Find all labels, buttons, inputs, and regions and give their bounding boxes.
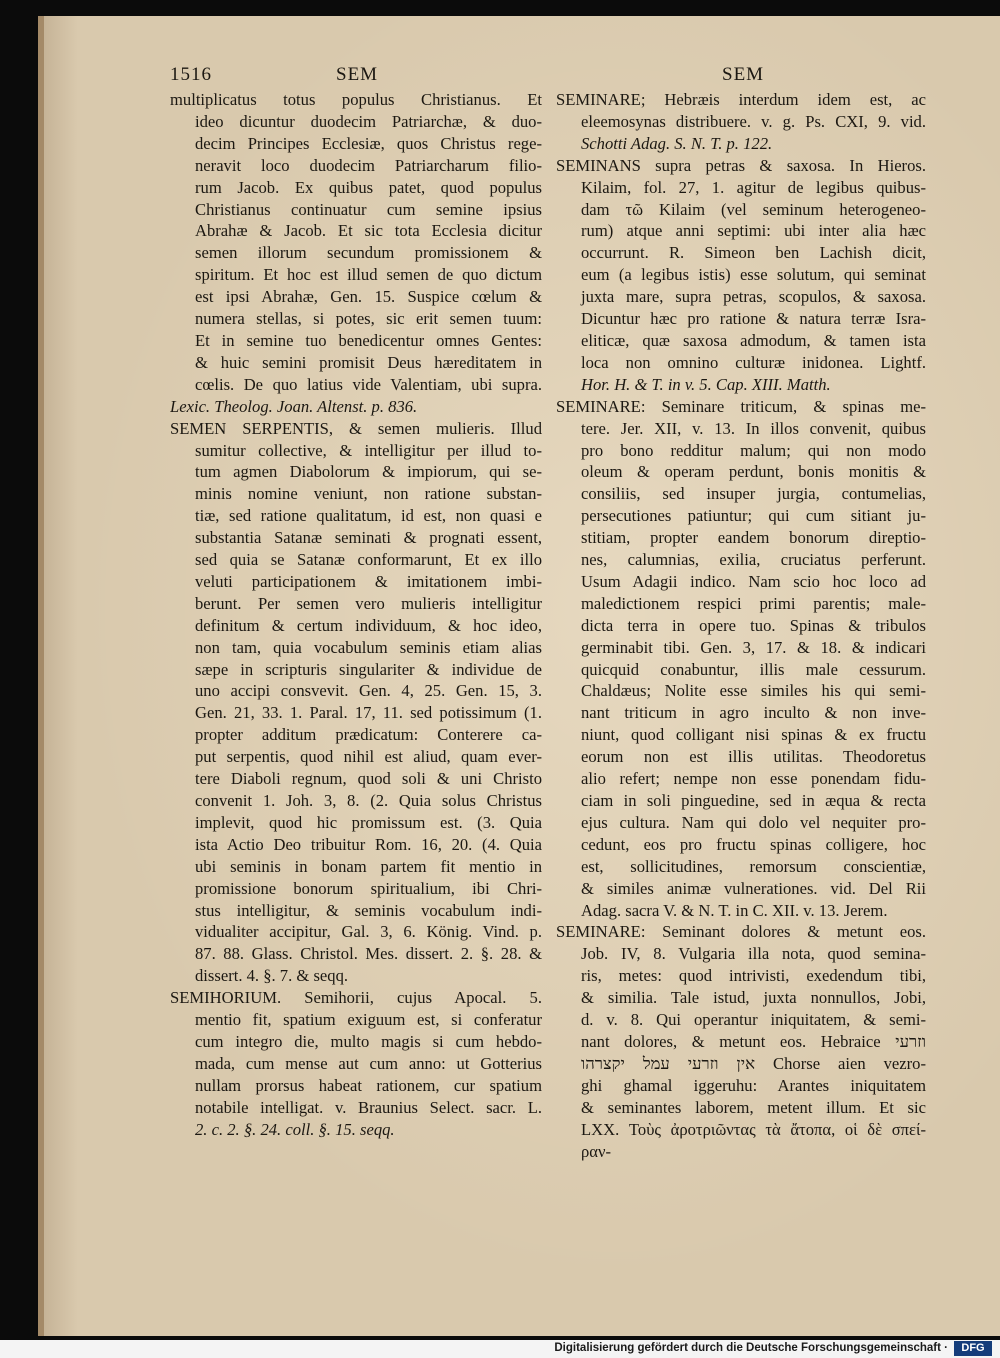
- right-column-line: nant triticum in agro inculto & non inve-: [581, 703, 926, 723]
- right-column-line: Chaldæus; Nolite esse similes his qui semi-: [581, 681, 926, 701]
- left-column-line: sumitur collective, & intelligitur per illud to-: [195, 440, 542, 460]
- right-column-line: ciam in soli pinguedine, sed in æqua & recta: [581, 791, 926, 810]
- left-column-line: promissione bonorum spiritualium, ibi Chri-: [195, 878, 542, 898]
- left-column-line: ubi seminis in bonam partem fit mentio in: [195, 856, 542, 876]
- left-text-column: [170, 89, 542, 1141]
- left-column-line: rum Jacob. Ex quibus patet, quod populus: [195, 177, 542, 197]
- right-text-column: [556, 89, 926, 1162]
- left-column-line: spiritum. Et hoc est illud semen de quo dictum: [195, 265, 542, 285]
- left-column-line: put serpentis, quod nihil est aliud, quam ever-: [195, 747, 542, 767]
- left-column-line: implevit, quod hic promissum est. (3. Quia: [195, 812, 542, 832]
- right-column-line: stitiam, propter eandem bonorum direptio-: [581, 528, 926, 548]
- right-column-line: nant dolores, & metunt eos. Hebraice וזרעי: [581, 1031, 926, 1051]
- left-running-head: SEM: [336, 64, 379, 85]
- right-column-line: dam τῶ Kilaim (vel seminum heterogeneo-: [581, 199, 926, 219]
- left-column-line: dissert. 4. §. 7. & seqq.: [195, 966, 349, 986]
- left-column-line: berunt. Per semen vero mulieris intelligitur: [195, 593, 542, 613]
- left-column-line: non tam, quia vocabulum seminis etiam alias: [195, 637, 542, 657]
- page-spine-shadow: [38, 16, 44, 1336]
- page-number: 1516: [170, 64, 212, 85]
- right-column-line: loca non omnino culturæ inidonea. Lightf.: [581, 352, 926, 372]
- left-column-line: semen illorum secundum promissionem &: [195, 243, 542, 263]
- right-running-head: SEM: [722, 64, 765, 85]
- right-column-line: & similes animæ vulnerationes. vid. Del Rii: [581, 878, 926, 898]
- right-column-line: juxta mare, supra petras, scopulos, & saxosa.: [581, 287, 926, 307]
- right-column-line: Usum Adagii indico. Nam scio hoc loco ad: [581, 571, 926, 591]
- left-column-line: definitum & certum individuum, & hoc ideo,: [195, 615, 542, 635]
- right-column-line: LXX. Τοὺς ἀροτριῶντας τὰ ἄτοπα, οἱ δὲ σπεί-: [581, 1119, 926, 1139]
- left-column-line: & huic semini promisit Deus hæreditatem in: [195, 352, 542, 372]
- right-column-line: pro bono redditur malum; qui non modo: [581, 440, 926, 460]
- right-column-line: אין וזרעי עמל יקצרהו Chorse aien vezro-: [581, 1053, 926, 1073]
- left-column-line: stus intelligitur, & seminis vocabulum indi-: [195, 900, 542, 920]
- right-column-line: ris, metes: quod intrivisti, exedendum tibi,: [581, 966, 926, 986]
- right-column-line: niunt, quod colligant nisi spinas & ex fructu: [581, 725, 926, 745]
- right-column-line: germinabit tibi. Gen. 3, 17. & 18. & indicari: [581, 637, 926, 657]
- right-column-line: ραν-: [581, 1141, 612, 1161]
- left-column-line: ista Actio Deo tribuitur Rom. 16, 20. (4. Quia: [195, 834, 542, 854]
- right-column-line: ghi ghamal iggeruhu: Arantes iniquitatem: [581, 1075, 926, 1095]
- right-column-line: & seminantes laborem, metent illum. Et sic: [581, 1097, 926, 1117]
- left-column-line: cum integro die, multo magis si cum hebdo-: [195, 1031, 542, 1051]
- left-column-line: uno accipi consvevit. Gen. 4, 25. Gen. 15, 3.: [195, 681, 542, 701]
- right-column-line: quicquid conabuntur, illis male cessurum.: [581, 659, 926, 679]
- left-column-line: substantia Satanæ seminati & prognati essent,: [195, 528, 542, 548]
- left-column-line: mentio fit, spatium exiguum est, si conferatur: [195, 1010, 542, 1030]
- right-column-line: SEMINARE: Seminant dolores & metunt eos.: [556, 922, 926, 942]
- right-column-line: SEMINARE; Hebræis interdum idem est, ac: [556, 90, 926, 109]
- left-column-line: tere Diaboli regnum, quod soli & uni Christo: [195, 769, 542, 789]
- left-column-line: propter additum prædicatum: Conterere ca-: [195, 725, 542, 745]
- left-column-line: tum agmen Diabolorum & impiorum, qui se-: [195, 462, 542, 482]
- right-column-line: persecutiones patiuntur; qui cum sitiant ju-: [581, 506, 926, 526]
- right-column-line: Adag. sacra V. & N. T. in C. XII. v. 13. Jerem.: [581, 900, 888, 920]
- left-column-line: 87. 88. Glass. Christol. Mes. dissert. 2. §. 28. &: [195, 944, 542, 964]
- right-column-line: tere. Jer. XII, v. 13. In illos convenit, quibus: [581, 418, 926, 438]
- right-column-line: oleum & operam perdunt, bonis monitis &: [581, 462, 926, 482]
- left-column-line: Gen. 21, 33. 1. Paral. 17, 11. sed potissimum (1.: [195, 703, 542, 723]
- right-column-line: SEMINANS supra petras & saxosa. In Hieros.: [556, 155, 926, 175]
- right-column-line: Hor. H. & T. in v. 5. Cap. XIII. Matth.: [581, 374, 831, 394]
- left-column-line: Lexic. Theolog. Joan. Altenst. p. 836.: [170, 396, 418, 416]
- right-column-line: Kilaim, fol. 27, 1. agitur de legibus quibus-: [581, 177, 926, 197]
- left-column-line: minis nomine veniunt, non ratione substan-: [195, 484, 542, 504]
- right-column-line: eorum non est illis utilitas. Theodoretus: [581, 747, 926, 767]
- left-column-line: neravit loco duodecim Patriarcharum filio-: [195, 155, 542, 175]
- left-column-line: Abrahæ & Jacob. Et sic tota Ecclesia dicitur: [195, 221, 542, 241]
- left-column-line: numera stellas, si potes, sic erit semen tuum:: [195, 309, 542, 329]
- footer-credit: Digitalisierung gefördert durch die Deutsche Forschungsgemeinschaft ·: [554, 1342, 948, 1354]
- left-column-line: Et in semine tuo benedicentur omnes Gentes:: [195, 330, 542, 350]
- right-column-line: cedunt, eos pro fructu spinas colligere, hoc: [581, 834, 926, 854]
- left-column-line: 2. c. 2. §. 24. coll. §. 15. seqq.: [195, 1119, 395, 1139]
- left-column-line: ideo dicuntur duodecim Patriarchæ, & duo-: [195, 111, 542, 131]
- left-column-line: convenit 1. Joh. 3, 8. (2. Quia solus Christus: [195, 791, 542, 810]
- right-column-line: alio refert; nempe non esse ponendam fidu-: [581, 769, 926, 789]
- left-column-line: multiplicatus totus populus Christianus. Et: [170, 90, 542, 109]
- right-column-line: SEMINARE: Seminare triticum, & spinas me-: [556, 396, 926, 416]
- left-column-line: est ipsi Abrahæ, Gen. 15. Suspice cœlum &: [195, 287, 542, 307]
- left-column-line: veluti participationem & imitationem imbi-: [195, 571, 542, 591]
- left-column-line: notabile intelligat. v. Braunius Select. sacr. L.: [195, 1097, 542, 1117]
- right-column-line: & similia. Tale istud, juxta nonnullos, Jobi,: [581, 988, 926, 1008]
- right-column-line: eum (a legibus istis) esse solutum, qui seminat: [581, 265, 926, 285]
- right-column-line: occurrunt. R. Simeon ben Lachish dicit,: [581, 243, 926, 263]
- left-column-line: decim Principes Ecclesiæ, quos Christus rege-: [195, 133, 542, 153]
- left-column-line: vidualiter accipitur, Gal. 3, 6. König. Vind. p.: [195, 922, 542, 942]
- left-column-line: Christianus continuatur cum semine ipsius: [195, 199, 542, 219]
- dfg-logo: DFG: [954, 1341, 992, 1356]
- left-column-line: sed quia se Satanæ conformarunt, Et ex illo: [195, 550, 542, 570]
- left-column-line: nullam prorsus habeat rationem, cur spatium: [195, 1075, 542, 1095]
- left-column-line: SEMEN SERPENTIS, & semen mulieris. Illud: [170, 418, 542, 438]
- right-column-line: d. v. 8. Qui operantur iniquitatem, & semi-: [581, 1010, 926, 1030]
- left-column-line: cœlis. De quo latius vide Valentiam, ubi supra.: [195, 374, 542, 394]
- right-column-line: eliticæ, quæ saxosa admodum, & tamen ista: [581, 330, 926, 350]
- right-column-line: Schotti Adag. S. N. T. p. 122.: [581, 133, 773, 153]
- right-column-line: rum) atque anni septimi: ubi inter alia hæc: [581, 221, 926, 241]
- right-column-line: Job. IV, 8. Vulgaria illa nota, quod semina-: [581, 944, 926, 964]
- right-column-line: ejus cultura. Nam qui dolo vel nequiter pro-: [581, 812, 926, 832]
- left-column-line: sæpe in scripturis singulariter & individue de: [195, 659, 542, 679]
- right-column-line: consiliis, sed insuper jurgia, contumelias,: [581, 484, 926, 504]
- left-column-line: mada, cum mense aut cum anno: ut Gotterius: [195, 1053, 542, 1073]
- right-column-line: Dicuntur hæc pro ratione & natura terræ Isra-: [581, 309, 926, 329]
- right-column-line: est, sollicitudines, remorsum conscientiæ,: [581, 856, 926, 876]
- left-column-line: tiæ, sed ratione qualitatum, id est, non quasi e: [195, 506, 542, 526]
- right-column-line: dicta terra in opere tuo. Spinas & tribulos: [581, 615, 926, 635]
- left-column-line: SEMIHORIUM. Semihorii, cujus Apocal. 5.: [170, 988, 542, 1008]
- right-column-line: eleemosynas distribuere. v. g. Ps. CXI, 9. vid.: [581, 111, 926, 131]
- right-column-line: maledictionem respici primi parentis; male-: [581, 593, 926, 613]
- right-column-line: nes, calumnias, exilia, cruciatus perferunt.: [581, 550, 926, 570]
